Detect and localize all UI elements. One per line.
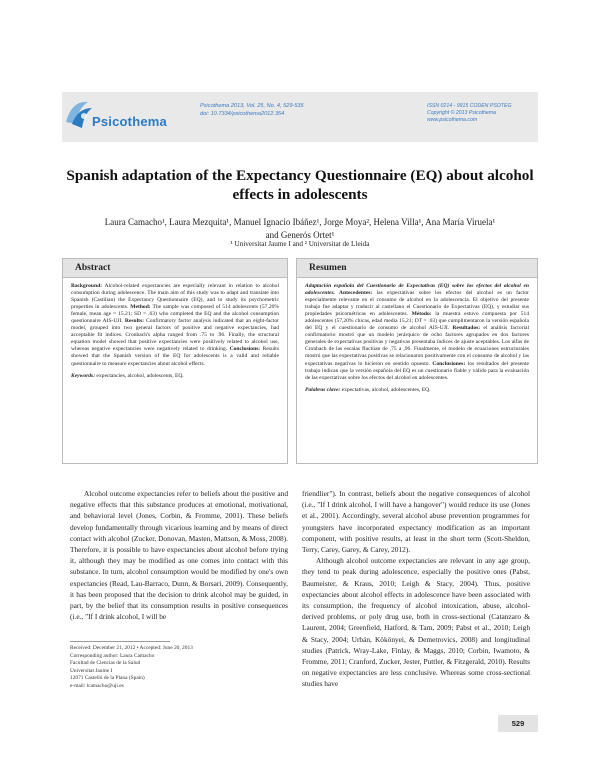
page-number-box [498,715,538,732]
title-line-2: effects in adolescents [232,186,368,203]
resultados-text: el análisis factorial confirmatorio mostró que un modelo jerárquico de ocho factores agrupados en dos factores generales de expectativas positivas y negativas presentaba índices de ajuste aceptables. Los alfas de Cronbach de las escalas fluctúan de ,75 a ,96. Finalmente, el modelo de ecuaciones estructurales mostró que las expectativas positivas se relacionaron positivamente con el consumo de alcohol y las expectativas negativas lo hicieron en sentido opuesto. [305,325,530,367]
body-column-left [70,488,288,622]
results-text: Confirmatory factor analysis indicated that an eight-factor model, grouped into two general factors of positive and negative expectancies, had acceptable fit indices. Cronbach's alpha ranged from .75 to .96. Finally, the structural equation model showed that positive expectancies were positively related to alcohol use, whereas negative expectancies were negatively related to drinking. [71,318,279,353]
copyright-line: Copyright © 2013 Psicothema [427,110,496,117]
conclusions-text: Results showed that the Spanish version of the EQ for adolescents is a valid and reliable questionnaire to measure expectancies about alcohol effects. [71,346,279,367]
city-line: 12071 Castelló de la Plana (Spain) [70,675,145,682]
email-line: e-mail: lcamacho@uji.es [70,682,124,689]
abstract-box [62,258,288,464]
page-number: 529 [511,719,525,728]
resumen-title: Adaptación española del Cuestionario de Expectativas (EQ) sobre los efectos del alcohol en adolescentes. [305,283,529,297]
metodo-label: Método: [411,311,432,318]
abstract-heading-bar [63,259,287,278]
authors-line-1: Laura Camacho¹, Laura Mezquita¹, Manuel Ignacio Ibáñez¹, Jorge Moya², Helena Villa¹, Ana María Viruela¹ [104,217,496,227]
conclusions-label: Conclusions: [229,346,261,353]
doi-line: doi: 10.7334/psicothema2012.354 [200,110,285,117]
resumen-box [296,258,538,464]
antecedentes-text: las expectativas sobre los efectos del alcohol es un factor especialmente relevante en el consumo de alcohol en la adolescencia. El objetivo del presente trabajo fue adaptar y traducir al castellano el Cuestionario de Expectativas (EQ), y estudiar sus propiedades psicométricas en adolescentes. [305,290,529,318]
footnote-rule [70,641,170,642]
body-paragraph: friendlier"). In contrast, beliefs about the negative consequences of alcohol (i.e., "If I drink alcohol, I will have a hangover") would reduce its use (Jones et al., 2001). Accordingly, several alcohol abuse prevention programmes for youngsters have incorporated expectancy modification as an important component, with positive results, at least in the short term (Scott-Sheldon, Terry, Carey, Garey, & Carey, 2012). [302,489,530,555]
metodo-text: la muestra estuvo compuesta por 514 adolescentes (57,20% chicas, edad media 15,21; DT = .63) que cumplimentaron la versión española del EQ y el cuestionario de consumo de alcohol AIS-UJI. [305,311,529,332]
journal-citation [200,103,304,118]
affiliation: ¹ Universitat Jaume I and ² Universitat de Lleida [230,240,370,248]
resumen-heading-bar [297,259,537,278]
palabras-clave [305,387,529,394]
body-column-right [302,488,530,690]
corresponding-line: Corresponding author: Laura Camacho [70,652,155,659]
title-line-1: Spanish adaptation of the Expectancy Questionnaire (EQ) about alcohol [66,167,534,184]
resumen-text [297,278,537,394]
footnote [70,645,193,691]
web-line: www.psicothema.com [427,117,478,124]
conclusiones-text: los resultados del presente trabajo indican que la versión española del EQ es un cuestionario fiable y válido para la evaluación de las expectativas sobre los efectos del alcohol en adolescentes. [305,360,529,381]
abstract-text [63,278,287,380]
keywords-label: Keywords: [71,372,96,379]
resumen-heading: Resumen [309,263,347,273]
journal-meta [427,103,511,125]
faculty-line: Facultad de Ciencias de la Salud [70,660,141,667]
background-label: Background: [71,283,103,289]
journal-line: Psicothema 2013, Vol. 25, No. 4, 529-535 [200,103,304,109]
conclusiones-label: Conclusiones: [432,360,466,367]
logo-mark-icon [66,102,92,128]
method-text: The sample was composed of 514 adolescents (57.20% female, mean age = 15.21; SD = .63) who completed the EQ and the alcohol consumption questionnaire AIS-UJI. [71,304,279,325]
received-line: Received: December 21, 2012 • Accepted: June 20, 2013 [70,645,193,651]
resultados-label: Resultados: [452,325,481,332]
body-paragraph: Alcohol outcome expectancies refer to beliefs about the positive and negative effects that this substance produces at emotional, motivational, and behavioral level (Jones, Corbin, & Fromme, 2001). These beliefs develop fundamentally through vicarious learning and by means of direct contact with alcohol (Zucker, Donovan, Masten, Mattson, & Moss, 2008). Therefore, it is possible to have expectancies about alcohol before trying it, although they may be modified as one comes into contact with this substance. In turn, alcohol consumption would be modified by one's own expectancies (Read, Lau-Barraco, Dunn, & Borsari, 2009). Consequently, it has been proposed that the decision to drink alcohol may be guided, in part, by the belief that its consumption results in positive consequences (i.e., "If I drink alcohol, I will be [70,489,288,622]
results-label: Results: [124,318,144,325]
issn-line: ISSN 0214 - 9915 CODEN PSOTEG [427,103,512,109]
keywords-text: expectancies, alcohol, adolescents, EQ. [95,372,184,379]
authors-line-2: and Generós Ortet¹ [265,230,335,240]
background-text: Alcohol-related expectancies are especially relevant in relation to alcohol consumption during adolescence. The main aim of this study was to adapt and translate into Spanish (Castilian) the Expectancy Questionnaire (EQ), and to study its psychometric properties in adolescents. [71,283,279,311]
palabras-label: Palabras clave: [305,386,341,393]
body-paragraph: Although alcohol outcome expectancies are relevant in any age group, they tend to peak during adolescence, especially the positive ones (Pabst, Baumeister, & Kraus, 2010; Leigh & Stacy, 2004). Thus, positive expectancies about alcohol effects in adolescence have been associated with its consumption, the frequency of alcohol intoxication, abuse, alcohol-derived problems, or poly drug use, both in cross-sectional (Catanzaro & Laurent, 2004; Greenfield, Hatford, & Tam, 2009; Pabst et al., 2010; Leigh & Stacy, 2004; Urbán, Kökönyei, & Demetrovics, 2008) and longitudinal studies (Patrick, Wray-Lake, Finlay, & Maggs, 2010; Corbin, Iwamoto, & Fromme, 2011; Cranford, Zucker, Jester, Puttler, & Fitzgerald, 2010). Results on negative expectancies are less conclusive. Whereas some cross-sectional studies have [302,556,530,689]
keywords [71,373,279,380]
abstract-heading: Abstract [75,263,111,273]
author-list [62,216,538,242]
university-line: Universitat Jaume I [70,667,113,674]
logo-wordmark: Psicothema [92,114,167,129]
method-label: Method: [130,304,151,311]
palabras-text: expectativas, alcohol, adolescentes, EQ. [340,386,431,393]
antecedentes-label: Antecedentes: [335,290,373,297]
article-title [62,166,538,204]
